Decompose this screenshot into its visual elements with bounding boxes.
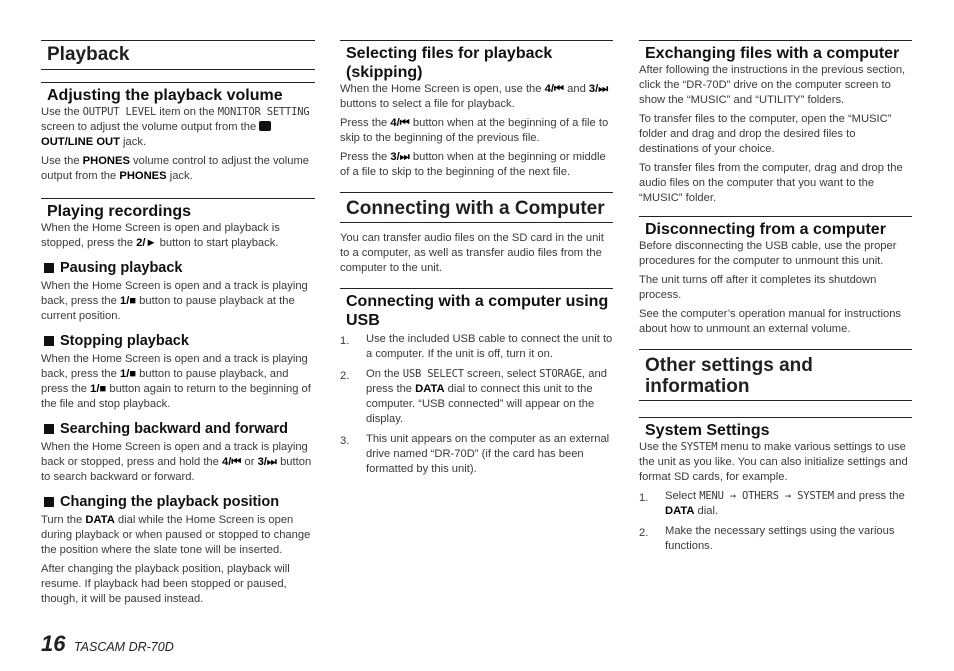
para-disc-1: Before disconnecting the USB cable, use the proper procedures for the computer to unmount this unit.: [639, 240, 897, 267]
system-steps-list: [639, 489, 912, 554]
column-left: [41, 40, 315, 611]
list-item: 2. Make the necessary settings using the various functions.: [639, 525, 895, 552]
para-disc-2: The unit turns off after it completes its shutdown process.: [639, 274, 877, 301]
para-exch-1: After following the instructions in the previous section, click the “DR-70D” drive on the computer screen to show the “MUSIC” and “UTILITY” folders.: [639, 64, 906, 106]
heading-changing-position: Changing the playback position: [41, 493, 315, 511]
heading-stopping: Stopping playback: [41, 332, 315, 350]
para-skip-1: When the Home Screen is open, use the 4/⏮ and 3/⏭ buttons to select a file for playback.: [340, 83, 609, 110]
heading-exchanging-files: Exchanging files with a computer: [639, 40, 912, 63]
para-pausing: When the Home Screen is open and a track is playing back, press the 1/■ button to pause playback at the current position.: [41, 280, 308, 322]
heading-system-settings: System Settings: [639, 417, 912, 440]
heading-disconnecting: Disconnecting from a computer: [639, 216, 912, 239]
para-exch-2: To transfer files to the computer, open the “MUSIC” folder and drag and drop the desired files to destinations of your choice.: [639, 113, 892, 155]
para-adjust-1: Use the OUTPUT LEVEL item on the MONITOR SETTING screen to adjust the volume output from the OUT/LINE OUT jack.: [41, 106, 310, 148]
para-connecting: You can transfer audio files on the SD card in the unit to a computer, as well as transfer audio files from the computer to the unit.: [340, 232, 604, 274]
square-bullet-icon: [44, 497, 54, 507]
usb-steps-list: [340, 332, 613, 477]
heading-pausing: Pausing playback: [41, 259, 315, 277]
para-exch-3: To transfer files from the computer, drag and drop the audio files on the computer that you want to the “MUSIC” folder.: [639, 162, 903, 204]
section-title-connecting: Connecting with a Computer: [340, 192, 613, 223]
para-searching: When the Home Screen is open and a track is playing back or stopped, press and hold the 4/⏮ or 3/⏭ button to search backward or forward.: [41, 441, 312, 483]
para-skip-2: Press the 4/⏮ button when at the beginning of a file to skip to the beginning of the previous file.: [340, 117, 609, 144]
model-name: TASCAM DR-70D: [73, 640, 174, 654]
list-item: 1. Use the included USB cable to connect the unit to a computer. If the unit is off, turn it on.: [340, 333, 613, 360]
heading-searching: Searching backward and forward: [41, 420, 315, 438]
list-item: 3. This unit appears on the computer as an external drive named “DR-70D” (if the card has been formatted by this unit).: [340, 433, 610, 475]
list-item: 2. On the USB SELECT screen, select STORAGE, and press the DATA dial to connect this unit to the computer. “USB connected” will appear on the display.: [340, 368, 607, 425]
para-adjust-2: Use the PHONES volume control to adjust the volume output from the PHONES jack.: [41, 155, 310, 182]
column-right: [639, 40, 912, 559]
headphone-icon: [259, 121, 271, 131]
heading-playing-recordings: Playing recordings: [41, 198, 315, 221]
page-footer: [41, 631, 174, 657]
heading-selecting-files: Selecting files for playback (skipping): [340, 40, 613, 82]
para-position-2: After changing the playback position, playback will resume. If playback had been stopped or paused, though, it will be paused instead.: [41, 563, 290, 605]
para-playing: When the Home Screen is open and playback is stopped, press the 2/► button to start playback.: [41, 222, 280, 249]
section-title-other-settings: Other settings and information: [639, 349, 912, 401]
list-item: 1. Select MENU → OTHERS → SYSTEM and press the DATA dial.: [639, 490, 905, 517]
section-title-playback: Playback: [41, 40, 315, 70]
square-bullet-icon: [44, 424, 54, 434]
heading-connecting-usb: Connecting with a computer using USB: [340, 288, 613, 330]
para-system: Use the SYSTEM menu to make various settings to use the unit as you like. You can also initialize settings and format SD cards, for example.: [639, 441, 908, 483]
para-skip-3: Press the 3/⏭ button when at the beginning or middle of a file to skip to the beginning of the next file.: [340, 151, 606, 178]
para-stopping: When the Home Screen is open and a track is playing back, press the 1/■ button to pause playback, and press the 1/■ button again to return to the beginning of the file and stop playback.: [41, 353, 311, 410]
page-number: 16: [41, 631, 66, 656]
column-middle: [340, 40, 613, 482]
para-position-1: Turn the DATA dial while the Home Screen is open during playback or when paused or stopped to change the position where the slate tone will be inserted.: [41, 514, 311, 556]
square-bullet-icon: [44, 263, 54, 273]
square-bullet-icon: [44, 336, 54, 346]
para-disc-3: See the computer’s operation manual for instructions about how to unmount an external volume.: [639, 308, 902, 335]
heading-adjust-volume: Adjusting the playback volume: [41, 82, 315, 105]
